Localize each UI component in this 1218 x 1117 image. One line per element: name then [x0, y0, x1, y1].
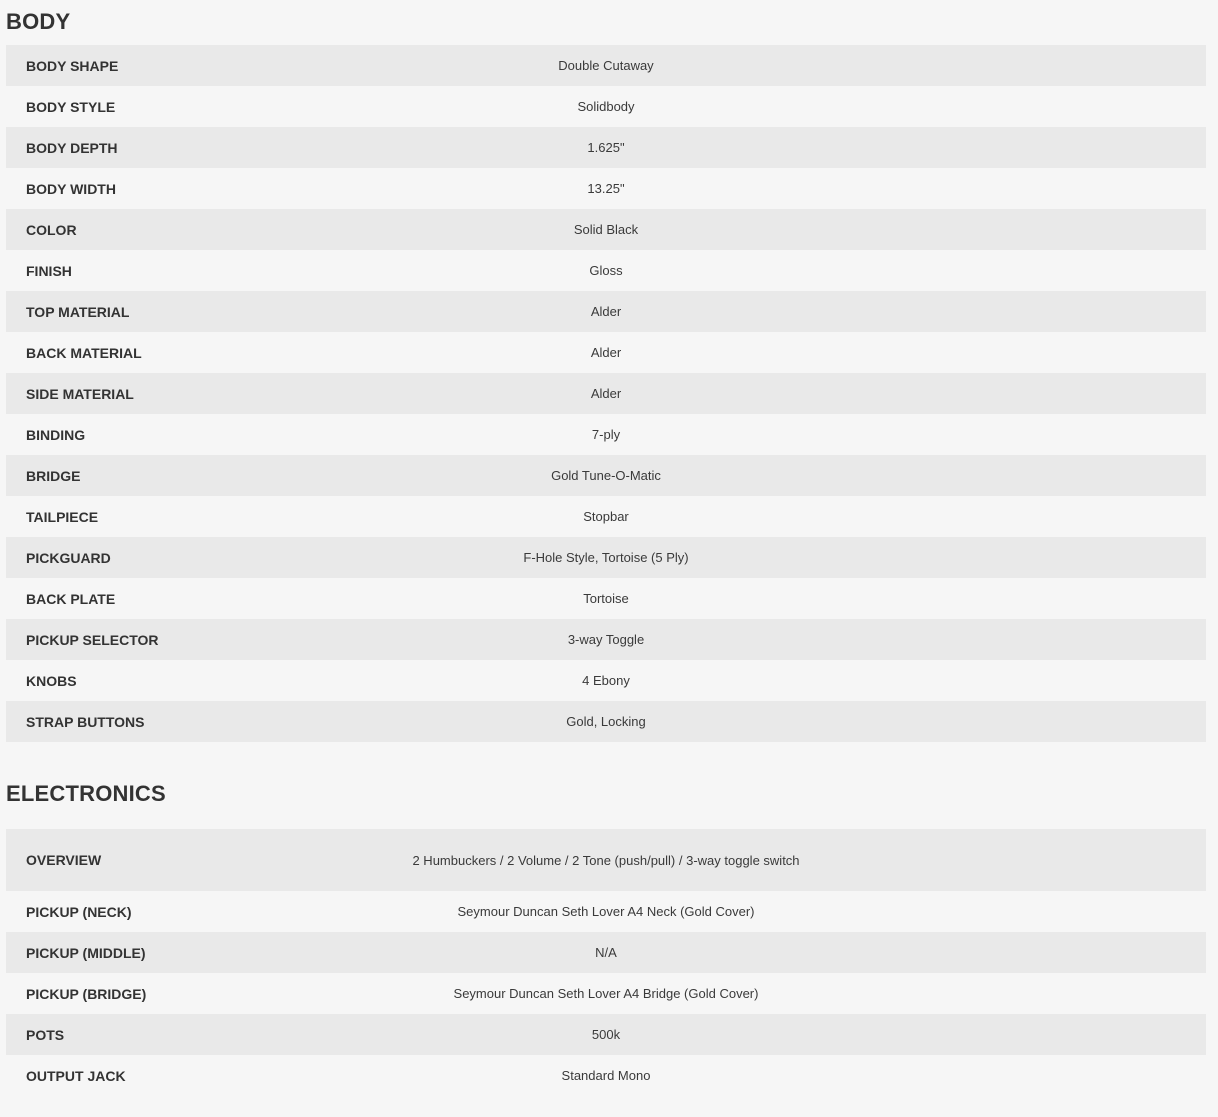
spec-spacer — [806, 660, 1206, 701]
spec-value: Alder — [590, 386, 622, 401]
spec-spacer — [806, 619, 1206, 660]
spec-row-pickup-selector — [6, 619, 1206, 660]
section-title-electronics: ELECTRONICS — [6, 781, 166, 806]
spec-value: Standard Mono — [561, 1068, 651, 1083]
spec-spacer — [806, 86, 1206, 127]
spec-row-pickguard — [6, 537, 1206, 578]
spec-label: STRAP BUTTONS — [26, 713, 145, 730]
spec-label: OUTPUT JACK — [26, 1067, 126, 1084]
spec-spacer — [806, 496, 1206, 537]
electronics-section — [0, 783, 1218, 1096]
spec-row-knobs — [6, 660, 1206, 701]
spec-value: Double Cutaway — [558, 58, 654, 73]
electronics-specs-table — [6, 829, 1206, 1096]
spec-row-overview — [6, 829, 1206, 891]
section-title-body: BODY — [6, 9, 71, 34]
spec-spacer — [806, 829, 1206, 891]
spec-value: 7-ply — [591, 427, 621, 442]
spec-label: PICKUP (MIDDLE) — [26, 944, 146, 961]
spec-row-pickup-bridge — [6, 973, 1206, 1014]
spec-label: PICKGUARD — [26, 549, 111, 566]
spec-value: Tortoise — [583, 591, 629, 606]
spec-value: F-Hole Style, Tortoise (5 Ply) — [523, 550, 689, 565]
spec-spacer — [806, 578, 1206, 619]
spec-spacer — [806, 1014, 1206, 1055]
spec-row-pots — [6, 1014, 1206, 1055]
spec-spacer — [806, 291, 1206, 332]
spec-row-output-jack — [6, 1055, 1206, 1096]
spec-row-color — [6, 209, 1206, 250]
spec-spacer — [806, 932, 1206, 973]
spec-row-binding — [6, 414, 1206, 455]
spec-spacer — [806, 168, 1206, 209]
spec-row-body-style — [6, 86, 1206, 127]
spec-row-body-shape — [6, 45, 1206, 86]
spec-spacer — [806, 455, 1206, 496]
spec-label: BACK MATERIAL — [26, 344, 142, 361]
spec-row-pickup-neck — [6, 891, 1206, 932]
spec-value: Solid Black — [573, 222, 639, 237]
spec-row-pickup-middle — [6, 932, 1206, 973]
spec-label: BINDING — [26, 426, 86, 443]
spec-label: BRIDGE — [26, 467, 81, 484]
spec-label: FINISH — [26, 262, 72, 279]
spec-spacer — [806, 701, 1206, 742]
spec-label: PICKUP (NECK) — [26, 903, 132, 920]
spec-row-tailpiece — [6, 496, 1206, 537]
spec-value: 500k — [591, 1027, 621, 1042]
spec-value: N/A — [595, 945, 617, 960]
spec-value: Gloss — [589, 263, 623, 278]
spec-value: Gold Tune-O-Matic — [551, 468, 661, 483]
spec-value: Gold, Locking — [566, 714, 646, 729]
spec-value: Alder — [590, 345, 622, 360]
spec-value: Solidbody — [577, 99, 635, 114]
spec-value: 3-way Toggle — [567, 632, 645, 647]
spec-value: Seymour Duncan Seth Lover A4 Neck (Gold Cover) — [457, 904, 755, 919]
spec-spacer — [806, 414, 1206, 455]
spec-label: BACK PLATE — [26, 590, 116, 607]
spec-row-top-material — [6, 291, 1206, 332]
spec-spacer — [806, 209, 1206, 250]
spec-label: PICKUP (BRIDGE) — [26, 985, 147, 1002]
spec-value: 4 Ebony — [582, 673, 630, 688]
spec-label: OVERVIEW — [26, 852, 102, 868]
spec-label: TOP MATERIAL — [26, 303, 130, 320]
spec-value: Alder — [590, 304, 622, 319]
spec-label: BODY SHAPE — [26, 57, 119, 74]
spec-row-body-width — [6, 168, 1206, 209]
spec-row-finish — [6, 250, 1206, 291]
spec-spacer — [806, 1055, 1206, 1096]
spec-label: COLOR — [26, 221, 77, 238]
spec-spacer — [806, 332, 1206, 373]
spec-row-body-depth — [6, 127, 1206, 168]
spec-spacer — [806, 537, 1206, 578]
spec-label: SIDE MATERIAL — [26, 385, 134, 402]
spec-label: BODY DEPTH — [26, 139, 118, 156]
spec-value: 1.625" — [587, 140, 625, 155]
spec-value: Stopbar — [583, 509, 629, 524]
spec-row-back-material — [6, 332, 1206, 373]
spec-spacer — [806, 891, 1206, 932]
spec-label: KNOBS — [26, 672, 77, 689]
spec-label: TAILPIECE — [26, 508, 99, 525]
body-specs-table — [6, 45, 1206, 742]
spec-label: POTS — [26, 1026, 65, 1043]
spec-value: 2 Humbuckers / 2 Volume / 2 Tone (push/pull) / 3-way toggle switch — [412, 852, 800, 868]
spec-row-bridge — [6, 455, 1206, 496]
spec-spacer — [806, 45, 1206, 86]
spec-row-back-plate — [6, 578, 1206, 619]
spec-value: Seymour Duncan Seth Lover A4 Bridge (Gold Cover) — [453, 986, 759, 1001]
spec-spacer — [806, 250, 1206, 291]
spec-label: PICKUP SELECTOR — [26, 631, 159, 648]
spec-spacer — [806, 373, 1206, 414]
spec-value: 13.25" — [587, 181, 625, 196]
spec-spacer — [806, 127, 1206, 168]
spec-label: BODY STYLE — [26, 98, 116, 115]
spec-row-strap-buttons — [6, 701, 1206, 742]
spec-label: BODY WIDTH — [26, 180, 116, 197]
spec-row-side-material — [6, 373, 1206, 414]
spec-spacer — [806, 973, 1206, 1014]
